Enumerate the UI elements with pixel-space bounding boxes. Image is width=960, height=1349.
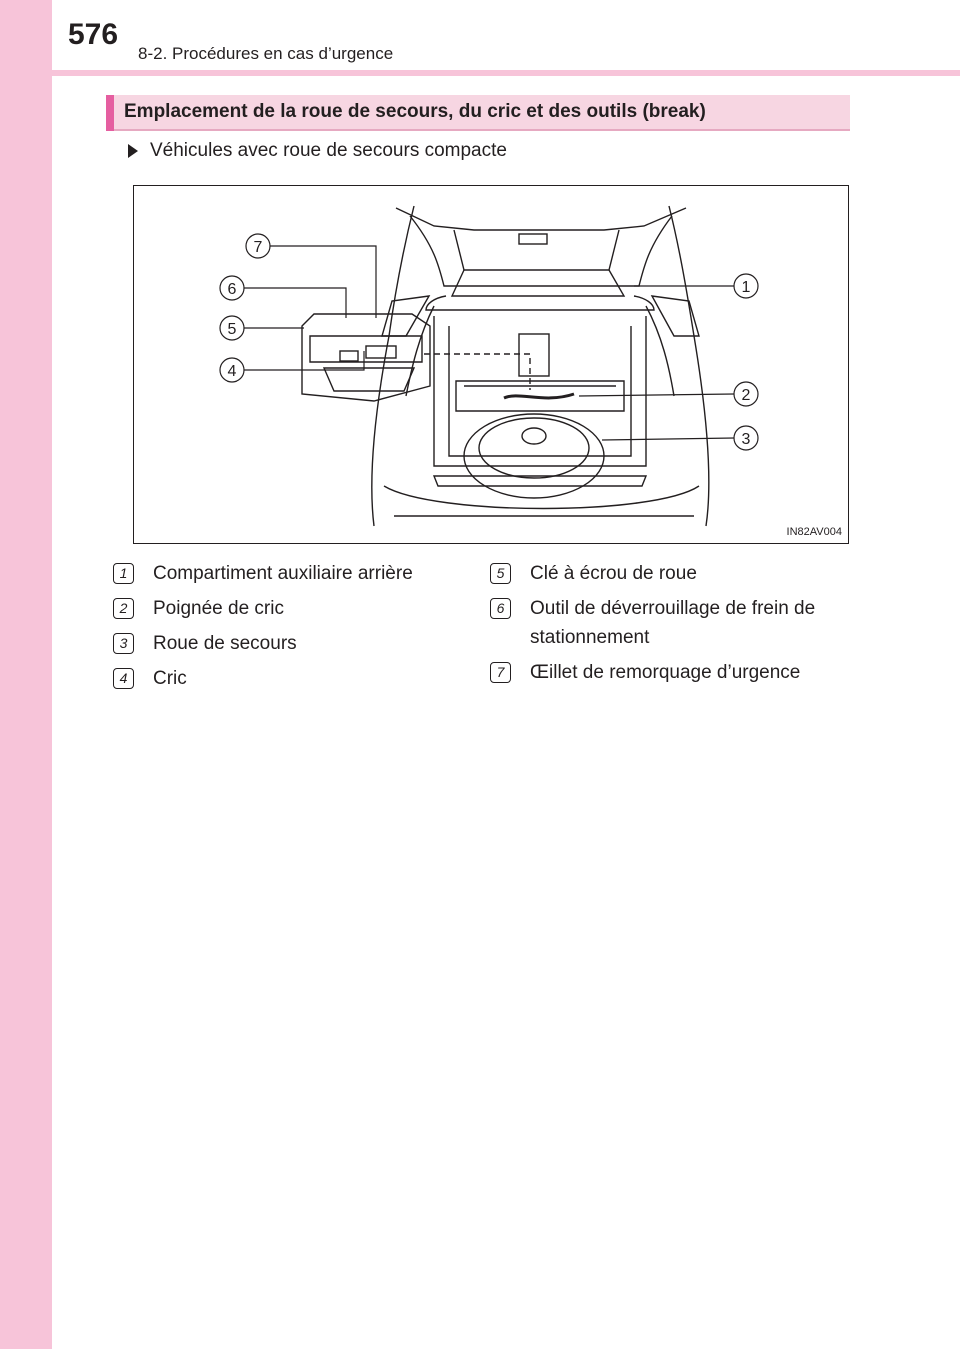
number-badge: 3 bbox=[113, 633, 134, 654]
callout-7: 7 bbox=[253, 239, 263, 256]
legend-text: Outil de déverrouillage de frein de bbox=[530, 598, 816, 619]
chapter-title: 8-2. Procédures en cas d’urgence bbox=[138, 44, 394, 63]
sub-heading bbox=[128, 140, 507, 162]
number-badge: 7 bbox=[490, 662, 511, 683]
section-title: Emplacement de la roue de secours, du cric et des outils (break) bbox=[124, 101, 706, 122]
legend-right bbox=[490, 561, 870, 701]
number-badge: 1 bbox=[113, 563, 134, 584]
legend-text: Clé à écrou de roue bbox=[530, 563, 697, 584]
callout-4: 4 bbox=[227, 363, 237, 380]
number-badge: 6 bbox=[490, 598, 511, 619]
legend-left bbox=[113, 561, 473, 701]
legend-text: Poignée de cric bbox=[153, 598, 284, 619]
number-badge: 5 bbox=[490, 563, 511, 584]
sub-heading-text: Véhicules avec roue de secours compacte bbox=[150, 140, 507, 161]
callout-2: 2 bbox=[741, 387, 751, 404]
callout-6: 6 bbox=[227, 281, 237, 298]
callout-3: 3 bbox=[741, 431, 751, 448]
legend-text: stationnement bbox=[530, 627, 650, 648]
section-accent bbox=[106, 95, 114, 131]
legend-text: Cric bbox=[153, 668, 187, 689]
trunk-illustration bbox=[134, 186, 848, 543]
callout-5: 5 bbox=[227, 321, 237, 338]
legend-text: Œillet de remorquage d’urgence bbox=[530, 662, 801, 683]
figure-code: IN82AV004 bbox=[786, 526, 842, 538]
illustration-frame bbox=[133, 185, 849, 544]
side-color-band bbox=[0, 0, 52, 1349]
callout-1: 1 bbox=[741, 279, 751, 296]
triangle-bullet-icon bbox=[128, 144, 138, 158]
page-number: 576 bbox=[68, 18, 119, 51]
legend-text: Roue de secours bbox=[153, 633, 297, 654]
number-badge: 2 bbox=[113, 598, 134, 619]
number-badge: 4 bbox=[113, 668, 134, 689]
legend-text: Compartiment auxiliaire arrière bbox=[153, 563, 413, 584]
section-heading-bar bbox=[106, 95, 850, 131]
